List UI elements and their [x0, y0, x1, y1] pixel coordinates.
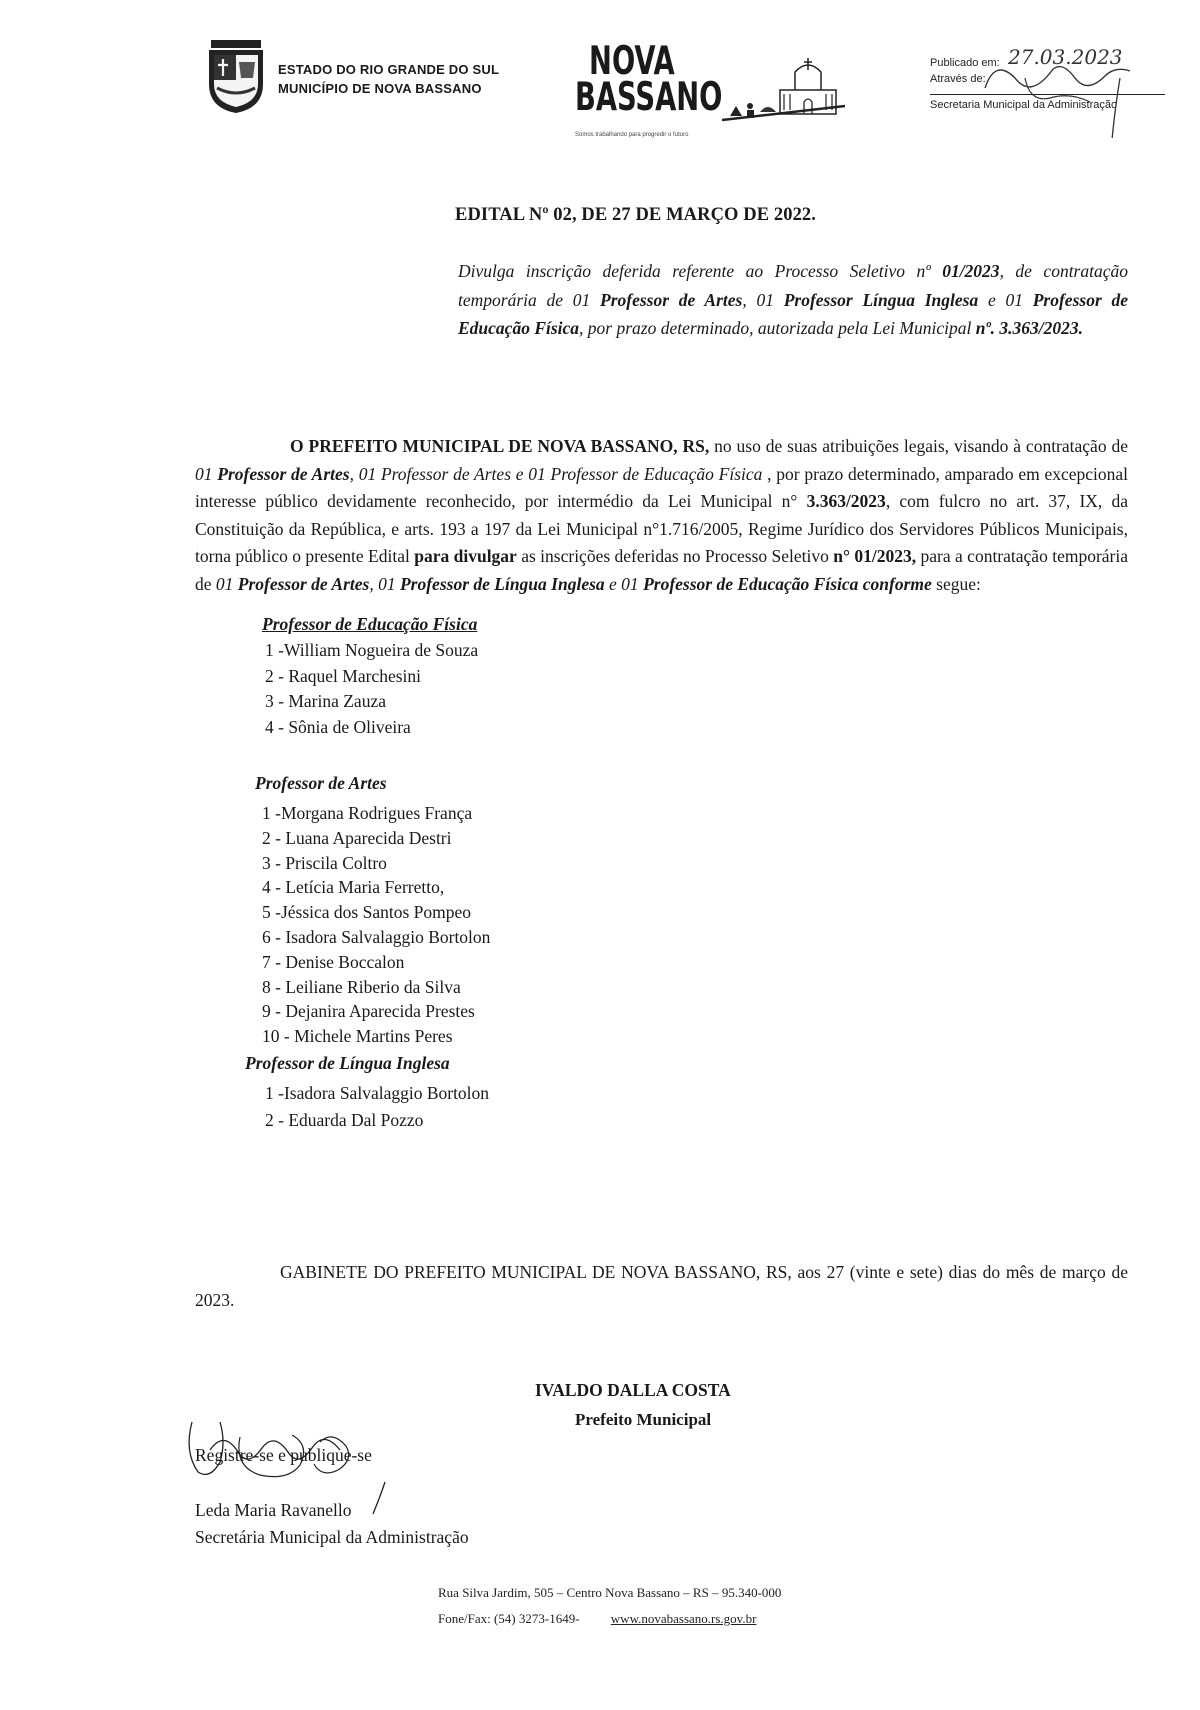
list-item: 2 - Eduarda Dal Pozzo — [265, 1110, 424, 1130]
body-text: , por prazo determinado, amparado em excepcional interesse público devidamente reconhecido, por intermédio da Lei Municipal n° — [195, 463, 1129, 511]
summary-law-number: nº. 3.363/2023. — [975, 318, 1084, 338]
edital-summary — [458, 257, 1128, 343]
summary-text: , 01 — [742, 289, 774, 310]
body-role: Professor de Artes — [217, 463, 350, 484]
list-item: 4 - Sônia de Oliveira — [265, 716, 411, 737]
body-text: segue: — [931, 573, 981, 594]
logo-line1: NOVA — [589, 39, 675, 84]
registrar-role: Secretária Municipal da Administração — [195, 1527, 469, 1547]
signatory-name: IVALDO DALLA COSTA — [535, 1380, 731, 1400]
body-text: as inscrições deferidas no Processo Seletivo — [516, 546, 834, 566]
publication-date-handwritten: 27.03.2023 — [1008, 45, 1123, 69]
section-heading-artes: Professor de Artes — [255, 773, 387, 793]
summary-role: Professor Língua Inglesa — [783, 289, 979, 310]
body-role: Professor de Artes — [237, 573, 370, 594]
body-subject: O PREFEITO MUNICIPAL DE NOVA BASSANO, RS, — [290, 436, 710, 456]
logo-tagline: Somos trabalhando para progredir o futuro — [575, 132, 689, 138]
closing-paragraph — [195, 1259, 1128, 1314]
published-on-label: Publicado em: — [930, 57, 1000, 69]
body-text: para a contratação temporária de — [195, 546, 1128, 594]
list-item: 1 -Morgana Rodrigues França — [262, 803, 473, 823]
nova-bassano-logo — [575, 39, 723, 120]
published-via-label: Através de: — [930, 73, 986, 85]
municipal-coat-of-arms — [205, 40, 267, 114]
summary-text: e 01 — [978, 289, 1023, 310]
summary-text: , de contratação temporária de 01 — [458, 261, 1129, 310]
list-educacao-fisica — [265, 638, 478, 740]
body-text: e 01 — [604, 573, 639, 594]
page-footer — [438, 1580, 878, 1632]
registration-block — [195, 1442, 469, 1552]
body-emphasis: para divulgar — [414, 546, 517, 566]
list-item: 2 - Raquel Marchesini — [265, 665, 421, 686]
list-item: 8 - Leiliane Riberio da Silva — [262, 976, 461, 997]
footer-contact-row — [438, 1606, 878, 1632]
list-item: 7 - Denise Boccalon — [262, 951, 405, 972]
summary-role: Professor de Artes — [600, 289, 743, 310]
section-heading-lingua-inglesa: Professor de Língua Inglesa — [245, 1053, 450, 1073]
closing-text: GABINETE DO PREFEITO MUNICIPAL DE NOVA BASSANO, RS, aos 27 (vinte e sete) dias do mês de março de 2023. — [195, 1262, 1128, 1310]
logo-church-illustration — [720, 50, 850, 126]
summary-role: Professor de Educação Física — [458, 289, 1129, 338]
list-lingua-inglesa — [265, 1080, 489, 1134]
municipality-name: MUNICÍPIO DE NOVA BASSANO — [278, 81, 482, 96]
footer-phone: Fone/Fax: (54) 3273-1649- — [438, 1611, 580, 1626]
list-item: 4 - Letícia Maria Ferretto, — [262, 877, 445, 898]
section-heading-educacao-fisica: Professor de Educação Física — [262, 614, 478, 634]
summary-text: Divulga inscrição deferida referente ao Processo Seletivo nº — [458, 261, 931, 281]
body-text: no uso de suas atribuições legais, visando à contratação de — [709, 436, 1128, 456]
body-text: , 01 Professor de Artes e 01 Professor de Educação Física — [349, 463, 763, 484]
registration-order: Registre-se e publique-se — [195, 1445, 372, 1465]
list-item: 6 - Isadora Salvalaggio Bortolon — [262, 926, 491, 947]
publication-initials-signature — [965, 45, 1165, 138]
body-role: Professor de Língua Inglesa — [399, 573, 605, 594]
footer-address: Rua Silva Jardim, 505 – Centro Nova Bassano – RS – 95.340-000 — [438, 1585, 782, 1600]
list-item: 2 - Luana Aparecida Destri — [262, 827, 452, 848]
body-text: , 01 — [369, 573, 396, 594]
signatory-role: Prefeito Municipal — [575, 1410, 712, 1429]
edital-body — [195, 433, 1128, 598]
list-item: 1 -Isadora Salvalaggio Bortolon — [265, 1083, 490, 1103]
list-item: 5 -Jéssica dos Santos Pompeo — [262, 902, 472, 923]
state-name: ESTADO DO RIO GRANDE DO SUL — [278, 62, 500, 77]
body-text: 01 — [195, 463, 213, 484]
footer-website-link[interactable]: www.novabassano.rs.gov.br — [610, 1611, 757, 1626]
body-role: Professor de Educação Física conforme — [643, 573, 932, 594]
body-text: , com fulcro no art. 37, IX, da Constituição da República, e arts. 193 a 197 da Lei Municipal n°1.716/2005, Regime Jurídico dos Servidores Públicos Municipais, torna público o presente Edital — [195, 491, 1128, 566]
logo-line2: BASSANO — [575, 75, 723, 120]
edital-title: EDITAL Nº 02, DE 27 DE MARÇO DE 2022. — [455, 205, 816, 225]
list-item: 1 -William Nogueira de Souza — [265, 640, 479, 660]
header-state-lines — [278, 60, 499, 98]
body-process-number: n° 01/2023, — [833, 546, 917, 566]
summary-text: , por prazo determinado, autorizada pela Lei Municipal — [579, 318, 972, 338]
summary-process-number: 01/2023 — [942, 261, 1000, 281]
list-item: 3 - Priscila Coltro — [262, 852, 387, 873]
list-artes — [262, 801, 490, 1049]
body-text: 01 — [215, 573, 234, 594]
list-item: 3 - Marina Zauza — [265, 691, 386, 711]
registrar-name: Leda Maria Ravanello — [195, 1499, 352, 1520]
list-item: 10 - Michele Martins Peres — [262, 1026, 453, 1047]
list-item: 9 - Dejanira Aparecida Prestes — [262, 1001, 475, 1022]
publication-department: Secretaria Municipal da Administração — [930, 99, 1118, 111]
body-law-number: 3.363/2023 — [806, 491, 886, 511]
